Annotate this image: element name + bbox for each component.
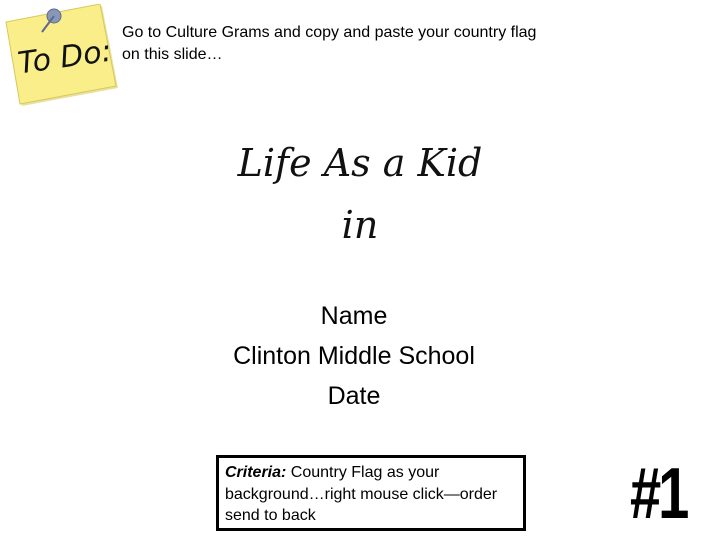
instruction-line-1: Go to Culture Grams and copy and paste your country flag xyxy=(122,24,537,41)
student-info xyxy=(0,296,708,416)
slide-number: #1 xyxy=(630,454,687,534)
date-field: Date xyxy=(327,382,381,410)
instruction-text xyxy=(122,22,622,66)
title-line-2: in xyxy=(341,203,379,247)
sticky-note-icon xyxy=(2,4,120,108)
slide-title xyxy=(0,132,720,256)
title-line-1: Life As a Kid xyxy=(237,141,483,185)
criteria-box xyxy=(216,455,526,531)
school-field: Clinton Middle School xyxy=(233,342,475,370)
name-field: Name xyxy=(320,302,388,330)
criteria-text: Country Flag as your background…right mouse click—order send to back xyxy=(225,464,498,524)
todo-sticky-note xyxy=(2,4,120,108)
instruction-line-2: on this slide… xyxy=(122,46,223,63)
sticky-note-text: To Do: xyxy=(15,33,114,82)
criteria-label: Criteria: xyxy=(225,464,287,481)
